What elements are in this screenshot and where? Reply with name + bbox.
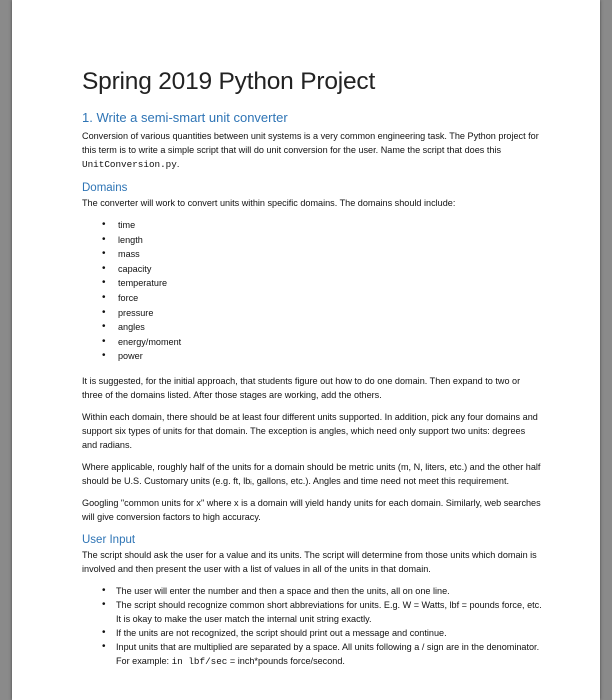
intro-period: . [176, 159, 180, 169]
user-input-list [82, 584, 542, 669]
list-item: • The script should recognize common short abbreviations for units. E.g. W = Watts, lbf = pounds force, etc. It is okay to make the user match the internal unit string exactly. [82, 598, 542, 626]
user-input-intro: The script should ask the user for a value and its units. The script will determine from those units which domain is involved and then present the user with a list of values in all of the units in that domain. [82, 549, 537, 574]
example-text: Input units that are multiplied are separated by a space. All units following a / sign are in the denominator. For example: [116, 641, 540, 666]
units-count-paragraph: Within each domain, there should be at least four different units supported. In addition, pick any four domains and support six types of units for that domain. The exception is angles, which need only support two units: degrees and radians. [82, 411, 538, 450]
user-input-heading: User Input [82, 533, 136, 546]
page-title: Spring 2019 Python Project [82, 68, 376, 95]
list-item: • energy/moment [82, 335, 542, 350]
document-content [82, 68, 542, 679]
list-item: • temperature [82, 276, 542, 291]
list-item: • The user will enter the number and then a space and then the units, all on one line. [82, 584, 542, 598]
intro-paragraph [82, 129, 542, 172]
domains-heading: Domains [82, 182, 128, 194]
section-heading: 1. Write a semi-smart unit converter [82, 110, 288, 125]
suggestion-paragraph: It is suggested, for the initial approach, that students figure out how to do one domain. Then expand to two or three of the domains listed. After those stages are working, add the others. [82, 375, 521, 400]
list-item: • time [82, 218, 542, 233]
domains-intro: The converter will work to convert units within specific domains. The domains should include: [82, 198, 456, 208]
googling-paragraph: Googling "common units for x" where x is a domain will yield handy units for each domain. Similarly, web searches will give conversion factors to high accuracy. [82, 497, 541, 522]
list-item: • mass [82, 247, 542, 262]
document-page [12, 0, 600, 700]
list-item: • force [82, 291, 542, 306]
metric-paragraph: Where applicable, roughly half of the units for a domain should be metric units (m, N, liters, etc.) and the other half should be U.S. Customary units (e.g. ft, lbᵢ, gallons, etc.). Angles and time need not meet this requirement. [82, 461, 541, 486]
list-item: • length [82, 233, 542, 248]
list-item: • pressure [82, 306, 542, 321]
domains-list [82, 218, 542, 364]
example-code: in lbf/sec [171, 655, 228, 667]
list-item: • angles [82, 320, 542, 335]
list-item [82, 640, 542, 669]
list-item: • power [82, 349, 542, 364]
intro-text: Conversion of various quantities between unit systems is a very common engineering task. The Python project for this term is to write a simple script that will do unit conversion for the user. Name the script that does this [82, 131, 539, 155]
script-filename: UnitConversion.py [82, 159, 177, 170]
example-explanation: = inch*pounds force/second. [227, 655, 345, 666]
list-item: • capacity [82, 262, 542, 277]
list-item: • If the units are not recognized, the script should print out a message and continue. [82, 626, 542, 640]
